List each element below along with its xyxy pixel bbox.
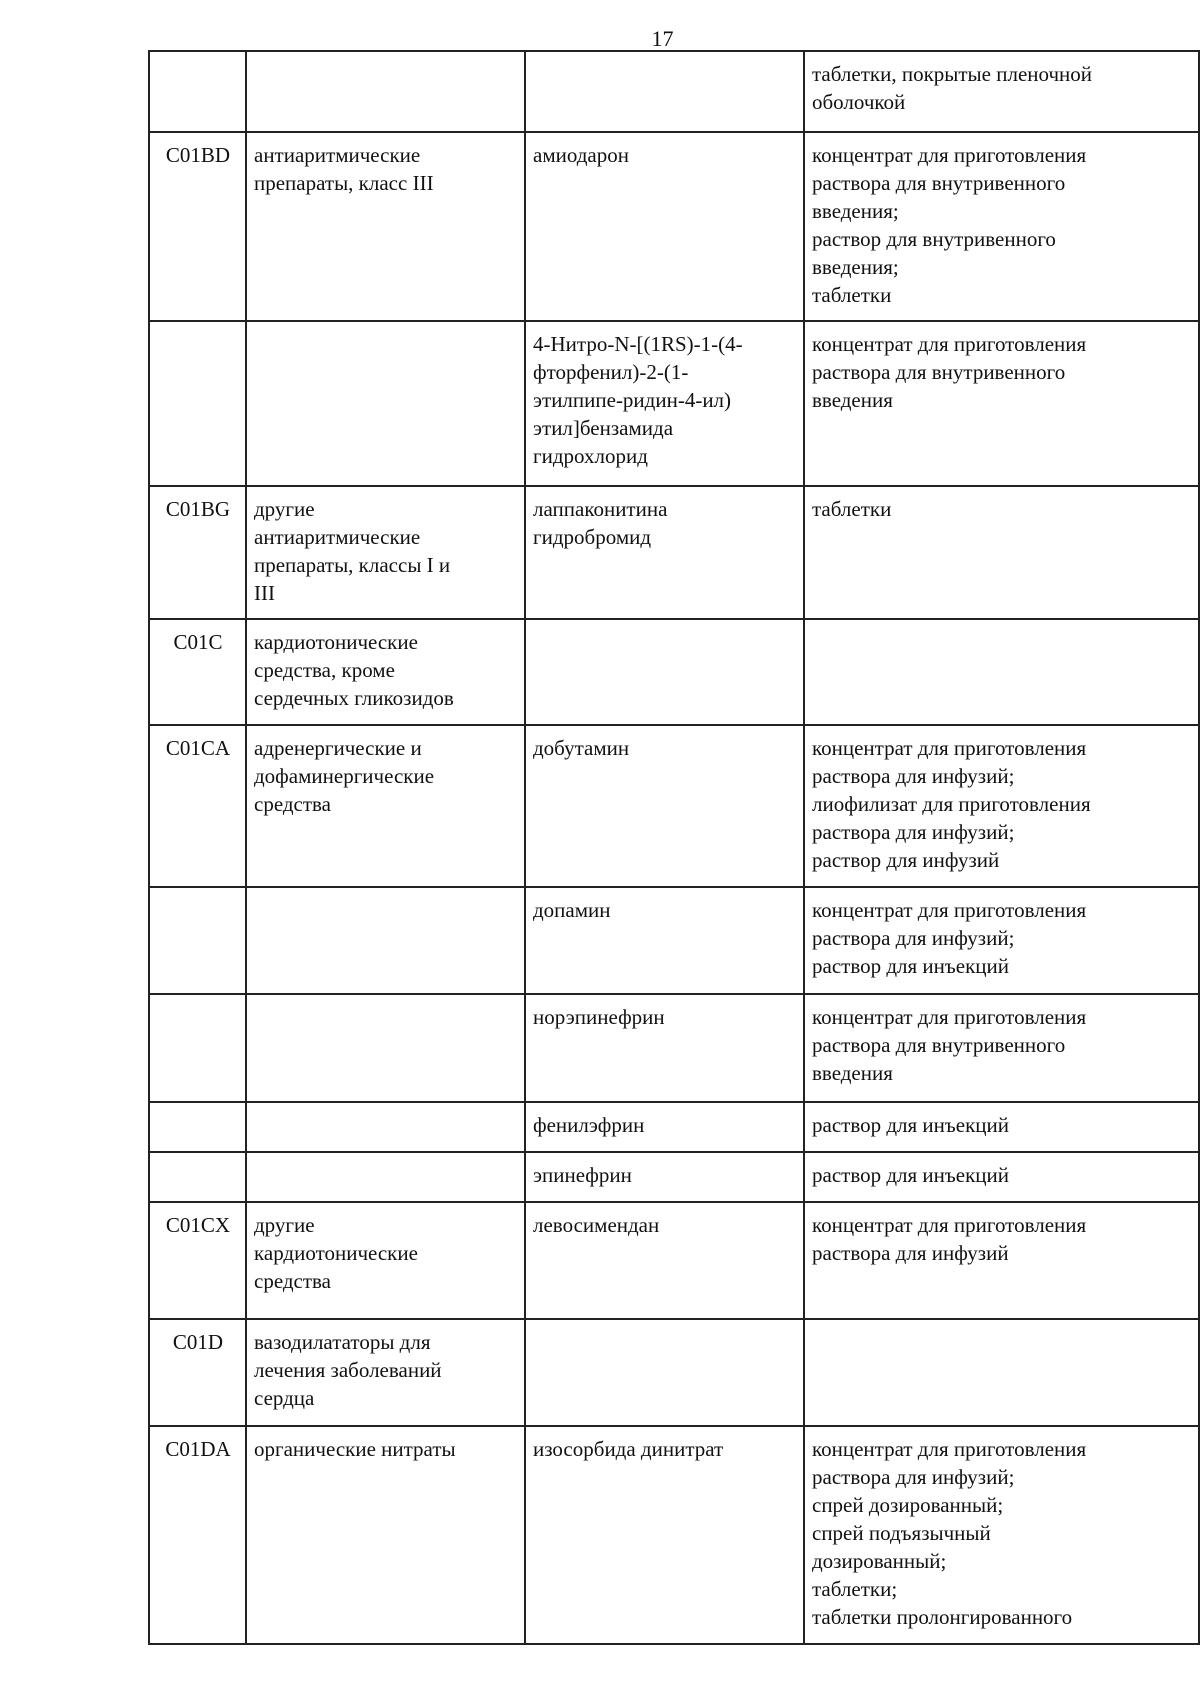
drug-name-cell: фенилэфрин — [525, 1102, 804, 1152]
drug-name-cell: добутамин — [525, 725, 804, 887]
drug-name-cell — [525, 1319, 804, 1426]
drug-name-cell: изосорбида динитрат — [525, 1426, 804, 1644]
atc-code-cell — [149, 1102, 246, 1152]
page-number: 17 — [651, 26, 674, 51]
atc-code-cell: C01CA — [149, 725, 246, 887]
atc-code-cell — [149, 51, 246, 132]
table-row — [149, 1426, 1199, 1644]
dosage-form-cell: раствор для инъекций — [804, 1102, 1199, 1152]
dosage-form-cell — [804, 1319, 1199, 1426]
atc-code-cell — [149, 321, 246, 486]
table-row — [149, 132, 1199, 321]
table-row — [149, 486, 1199, 619]
dosage-form-cell: концентрат для приготовления раствора для внутривенного введения — [804, 994, 1199, 1102]
group-name-cell: другие антиаритмические препараты, классы I и III — [246, 486, 525, 619]
atc-code-cell: C01D — [149, 1319, 246, 1426]
table-row — [149, 1152, 1199, 1202]
table-row — [149, 1202, 1199, 1319]
table-row — [149, 619, 1199, 725]
dosage-form-cell: концентрат для приготовления раствора для внутривенного введения — [804, 321, 1199, 486]
group-name-cell — [246, 321, 525, 486]
drug-classification-table — [148, 50, 1200, 1645]
atc-code-cell: C01BG — [149, 486, 246, 619]
drug-name-cell: норэпинефрин — [525, 994, 804, 1102]
table-row — [149, 1102, 1199, 1152]
drug-name-cell: лаппаконитина гидробромид — [525, 486, 804, 619]
drug-name-cell: допамин — [525, 887, 804, 994]
table-row — [149, 1319, 1199, 1426]
group-name-cell — [246, 1152, 525, 1202]
table-row — [149, 321, 1199, 486]
drug-name-cell — [525, 51, 804, 132]
drug-name-cell: 4-Нитро-N-[(1RS)-1-(4- фторфенил)-2-(1- этилпипе-ридин-4-ил) этил]бензамида гидрохлорид — [525, 321, 804, 486]
group-name-cell — [246, 887, 525, 994]
group-name-cell — [246, 1102, 525, 1152]
atc-code-cell: C01DA — [149, 1426, 246, 1644]
drug-name-cell: эпинефрин — [525, 1152, 804, 1202]
drug-name-cell — [525, 619, 804, 725]
drug-name-cell: амиодарон — [525, 132, 804, 321]
atc-code-cell — [149, 1152, 246, 1202]
dosage-form-cell: раствор для инъекций — [804, 1152, 1199, 1202]
atc-code-cell — [149, 994, 246, 1102]
dosage-form-cell: таблетки, покрытые пленочной оболочкой — [804, 51, 1199, 132]
table-row — [149, 51, 1199, 132]
group-name-cell: антиаритмические препараты, класс III — [246, 132, 525, 321]
dosage-form-cell: таблетки — [804, 486, 1199, 619]
group-name-cell: вазодилататоры для лечения заболеваний сердца — [246, 1319, 525, 1426]
dosage-form-cell: концентрат для приготовления раствора для инфузий; раствор для инъекций — [804, 887, 1199, 994]
dosage-form-cell: концентрат для приготовления раствора для инфузий; спрей дозированный; спрей подъязычный дозированный; таблетки; таблетки пролонгированного — [804, 1426, 1199, 1644]
atc-code-cell: C01BD — [149, 132, 246, 321]
atc-code-cell: C01C — [149, 619, 246, 725]
group-name-cell — [246, 51, 525, 132]
atc-code-cell: C01CX — [149, 1202, 246, 1319]
group-name-cell — [246, 994, 525, 1102]
group-name-cell: кардиотонические средства, кроме сердечных гликозидов — [246, 619, 525, 725]
table-row — [149, 725, 1199, 887]
dosage-form-cell: концентрат для приготовления раствора для внутривенного введения; раствор для внутривенного введения; таблетки — [804, 132, 1199, 321]
group-name-cell: органические нитраты — [246, 1426, 525, 1644]
group-name-cell: другие кардиотонические средства — [246, 1202, 525, 1319]
table-row — [149, 887, 1199, 994]
dosage-form-cell: концентрат для приготовления раствора для инфузий; лиофилизат для приготовления раствора для инфузий; раствор для инфузий — [804, 725, 1199, 887]
dosage-form-cell: концентрат для приготовления раствора для инфузий — [804, 1202, 1199, 1319]
atc-code-cell — [149, 887, 246, 994]
table-row — [149, 994, 1199, 1102]
dosage-form-cell — [804, 619, 1199, 725]
group-name-cell: адренергические и дофаминергические средства — [246, 725, 525, 887]
drug-name-cell: левосимендан — [525, 1202, 804, 1319]
